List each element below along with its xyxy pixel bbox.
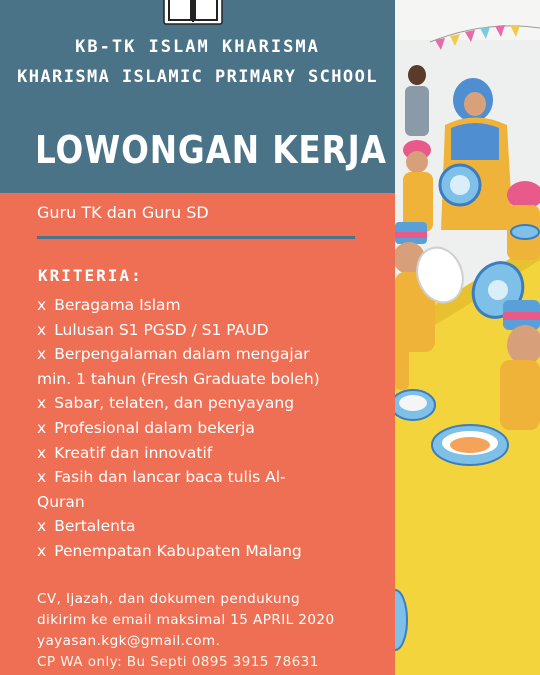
criteria-item: x Profesional dalam bekerja <box>37 418 255 437</box>
criteria-item: x Lulusan S1 PGSD / S1 PAUD <box>37 320 269 339</box>
classroom-photo <box>395 0 540 675</box>
criteria-item: x Bertalenta <box>37 517 136 536</box>
criteria-item: x Berpengalaman dalam mengajar <box>37 345 310 364</box>
book-icon <box>163 0 223 26</box>
application-note <box>37 589 387 673</box>
school-name: KB-TK ISLAM KHARISMA <box>75 37 320 57</box>
criteria-item: x Kreatif dan innovatif <box>37 443 213 462</box>
school-name-english: KHARISMA ISLAMIC PRIMARY SCHOOL <box>17 67 378 87</box>
note-line: dikirim ke email maksimal 15 APRIL 2020 <box>37 612 335 628</box>
divider <box>37 236 355 239</box>
position-title: Guru TK dan Guru SD <box>37 203 209 222</box>
note-line: CV, Ijazah, dan dokumen pendukung <box>37 591 301 607</box>
criteria-item: x Sabar, telaten, dan penyayang <box>37 394 295 413</box>
criteria-item-continuation: Quran <box>37 492 85 511</box>
criteria-item: x Fasih dan lancar baca tulis Al- <box>37 468 286 487</box>
criteria-list <box>37 293 387 564</box>
criteria-item-continuation: min. 1 tahun (Fresh Graduate boleh) <box>37 369 320 388</box>
criteria-item: x Beragama Islam <box>37 296 181 314</box>
contact-person: CP WA only: Bu Septi 0895 3915 78631 <box>37 654 319 670</box>
criteria-title: KRITERIA: <box>38 266 143 285</box>
email-address: yayasan.kgk@gmail.com. <box>37 633 221 649</box>
criteria-item: x Penempatan Kabupaten Malang <box>37 541 302 560</box>
classroom-photo-illustration <box>395 0 540 675</box>
headline: LOWONGAN KERJA <box>35 128 387 172</box>
